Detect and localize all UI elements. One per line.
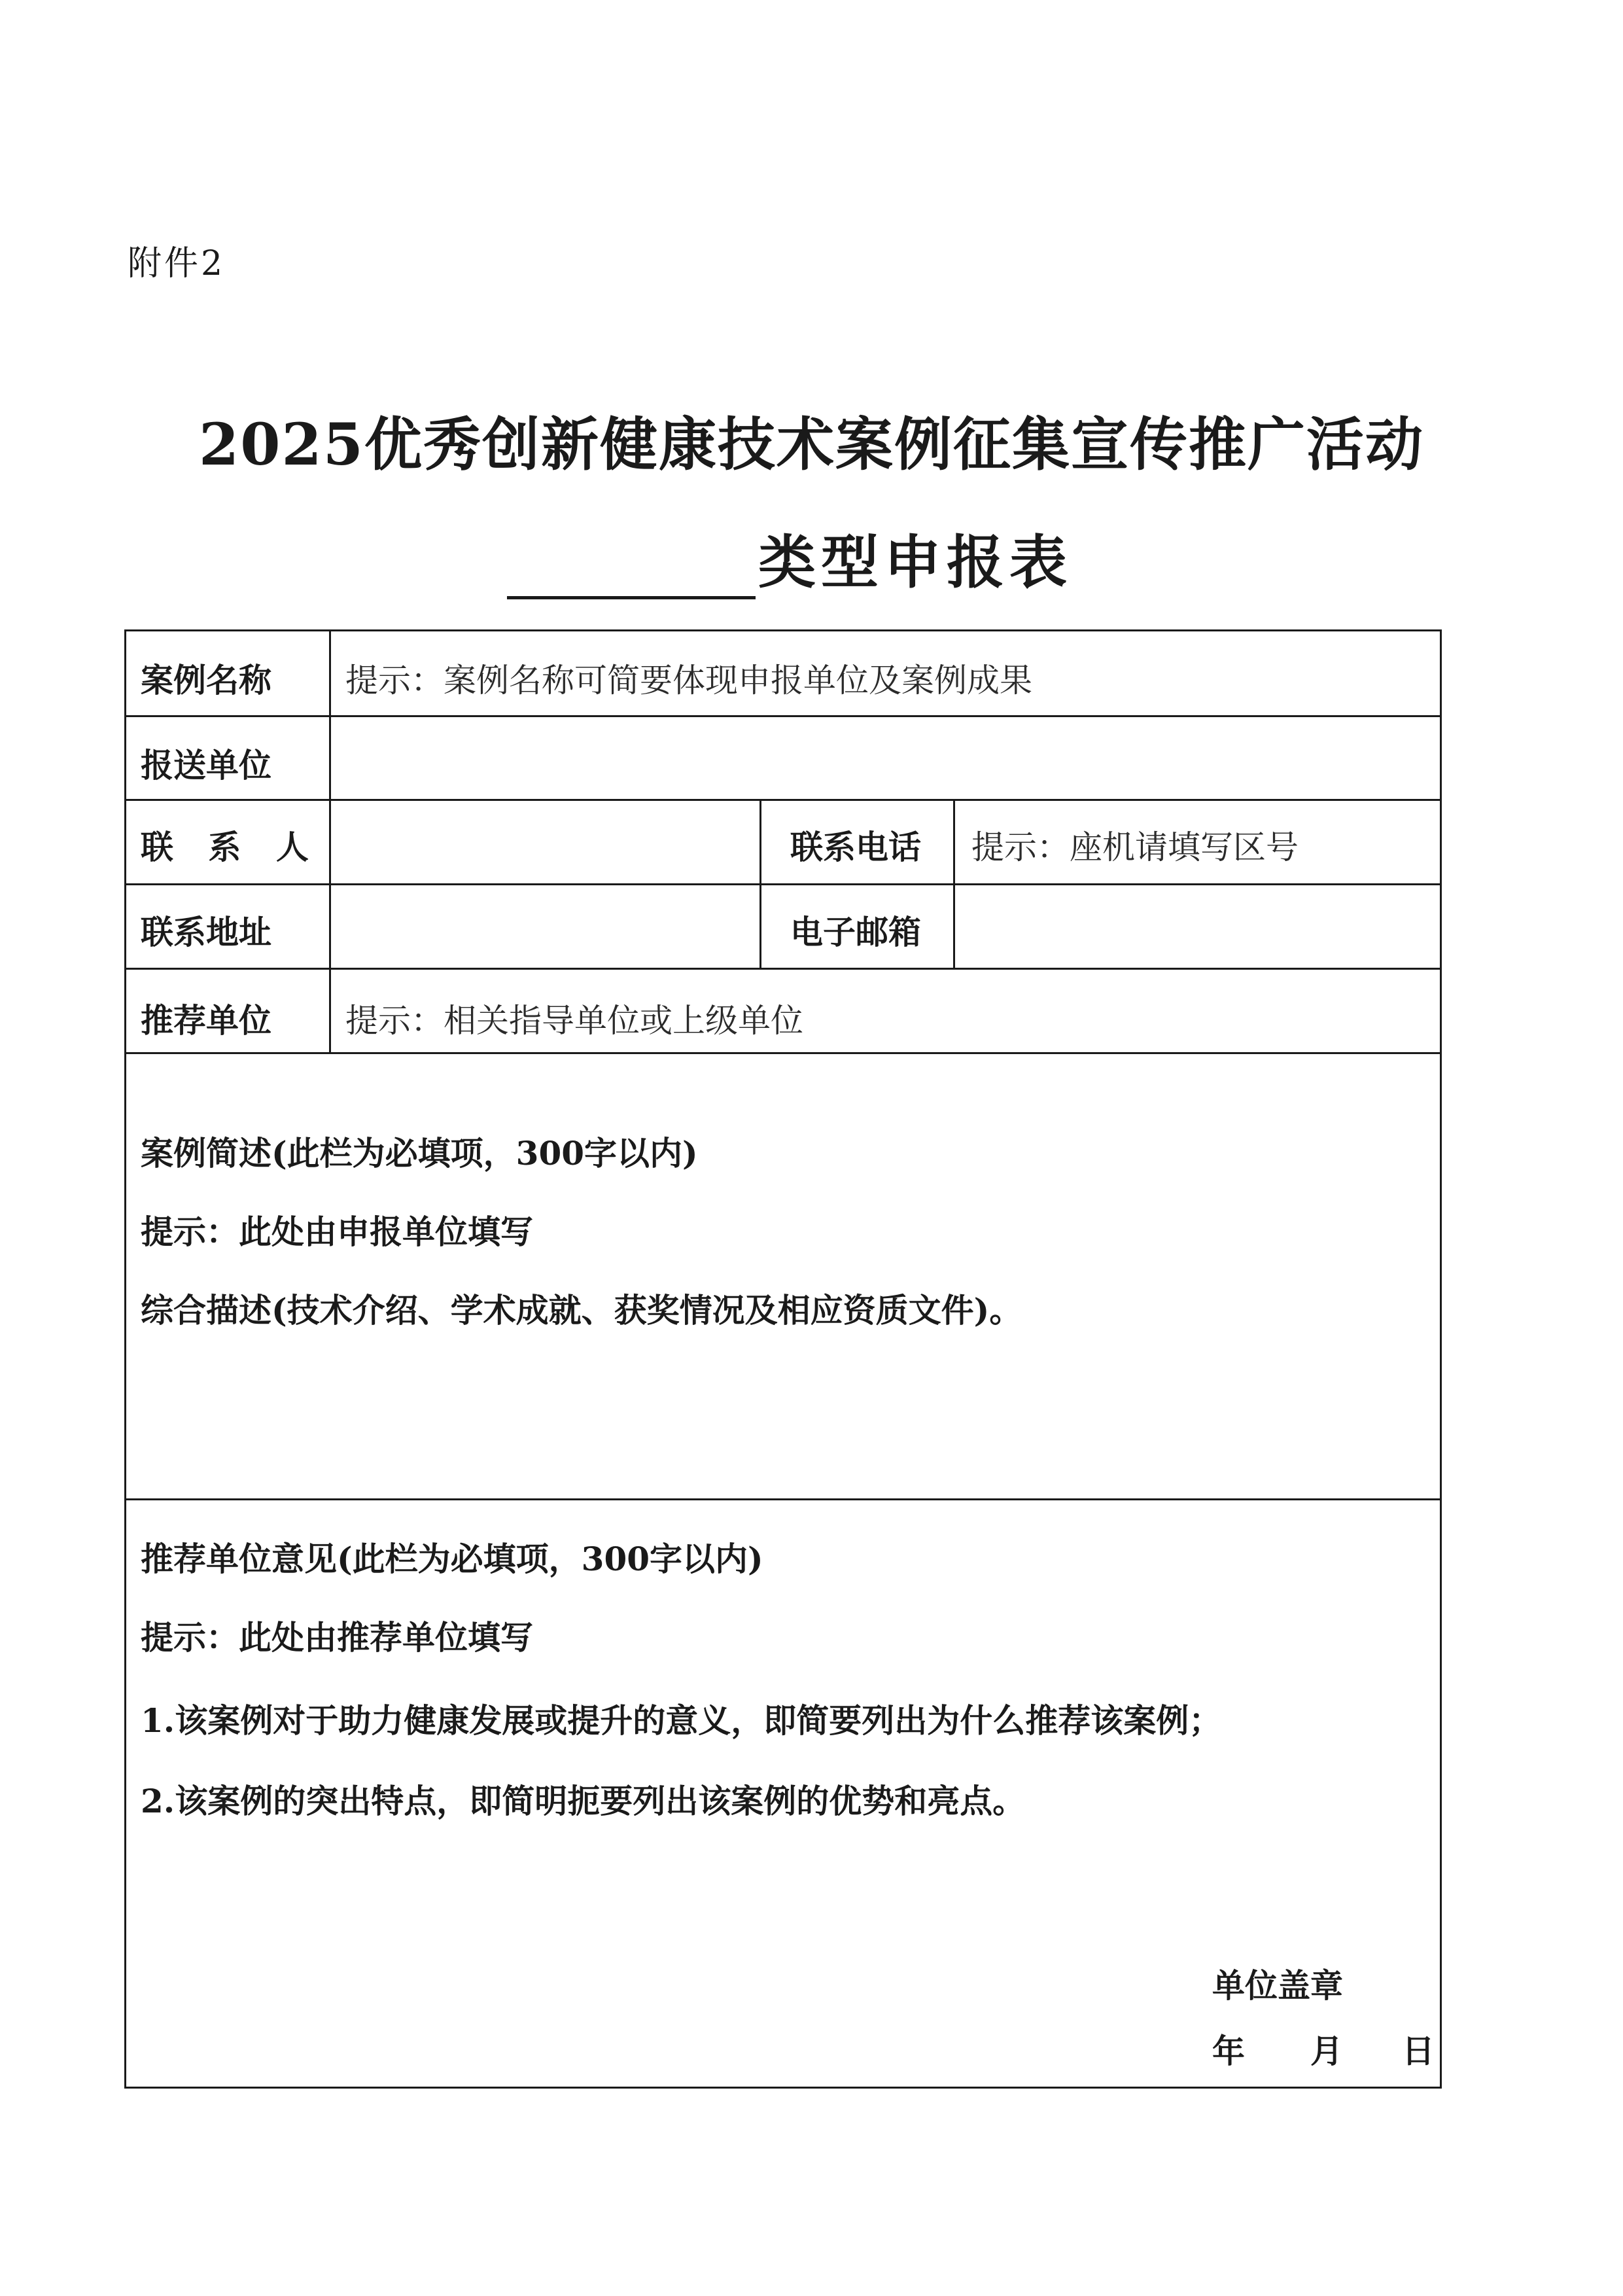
column-divider: [759, 799, 761, 968]
row-divider: [126, 799, 1440, 801]
case-summary-hint: 提示：此处由申报单位填写: [141, 1212, 533, 1251]
submit-unit-label: 报送单位: [141, 746, 271, 785]
type-blank-field[interactable]: [507, 533, 756, 599]
row-divider: [126, 1052, 1440, 1054]
case-summary-heading: 案例简述(此栏为必填项，300字以内): [141, 1134, 698, 1173]
contact-person-label: 联 系 人: [141, 828, 321, 866]
row-divider: [126, 715, 1440, 717]
case-name-label: 案例名称: [141, 661, 271, 699]
contact-phone-label: 联系电话: [790, 828, 921, 866]
row-divider: [126, 883, 1440, 885]
page-subtitle: [507, 517, 1072, 599]
date-month-label: 月: [1310, 2032, 1343, 2070]
date-day-label: 日: [1402, 2032, 1435, 2070]
subtitle-text: 类型申报表: [758, 528, 1073, 596]
submit-unit-field[interactable]: [345, 730, 1431, 788]
case-summary-detail: 综合描述(技术介绍、学术成就、获奖情况及相应资质文件)。: [141, 1291, 1022, 1330]
contact-phone-field[interactable]: 提示：座机请填写区号: [971, 828, 1299, 866]
column-divider: [953, 799, 955, 968]
contact-address-field[interactable]: [345, 900, 748, 959]
unit-stamp-label: 单位盖章: [1212, 1966, 1343, 2005]
recommend-unit-label: 推荐单位: [141, 1001, 271, 1040]
case-name-field[interactable]: 提示：案例名称可简要体现申报单位及案例成果: [345, 662, 1032, 699]
opinion-item-1: 1.该案例对于助力健康发展或提升的意义，即简要列出为什么推荐该案例；: [141, 1701, 1222, 1740]
date-year-label: 年: [1212, 2032, 1245, 2070]
application-form: [124, 629, 1442, 2089]
opinion-hint: 提示：此处由推荐单位填写: [141, 1618, 533, 1657]
page-title: 2025优秀创新健康技术案例征集宣传推广活动: [199, 410, 1424, 478]
opinion-heading: 推荐单位意见(此栏为必填项，300字以内): [141, 1540, 763, 1578]
column-divider: [329, 631, 331, 1052]
attachment-label: 附件2: [128, 244, 226, 283]
recommend-unit-field[interactable]: 提示：相关指导单位或上级单位: [345, 1002, 803, 1040]
row-divider: [126, 968, 1440, 970]
contact-person-field[interactable]: [345, 815, 748, 874]
row-divider: [126, 1498, 1440, 1500]
email-label: 电子邮箱: [790, 913, 921, 951]
contact-address-label: 联系地址: [141, 913, 271, 951]
email-field[interactable]: [971, 900, 1429, 959]
opinion-item-2: 2.该案例的突出特点，即简明扼要列出该案例的优势和亮点。: [141, 1782, 1026, 1820]
